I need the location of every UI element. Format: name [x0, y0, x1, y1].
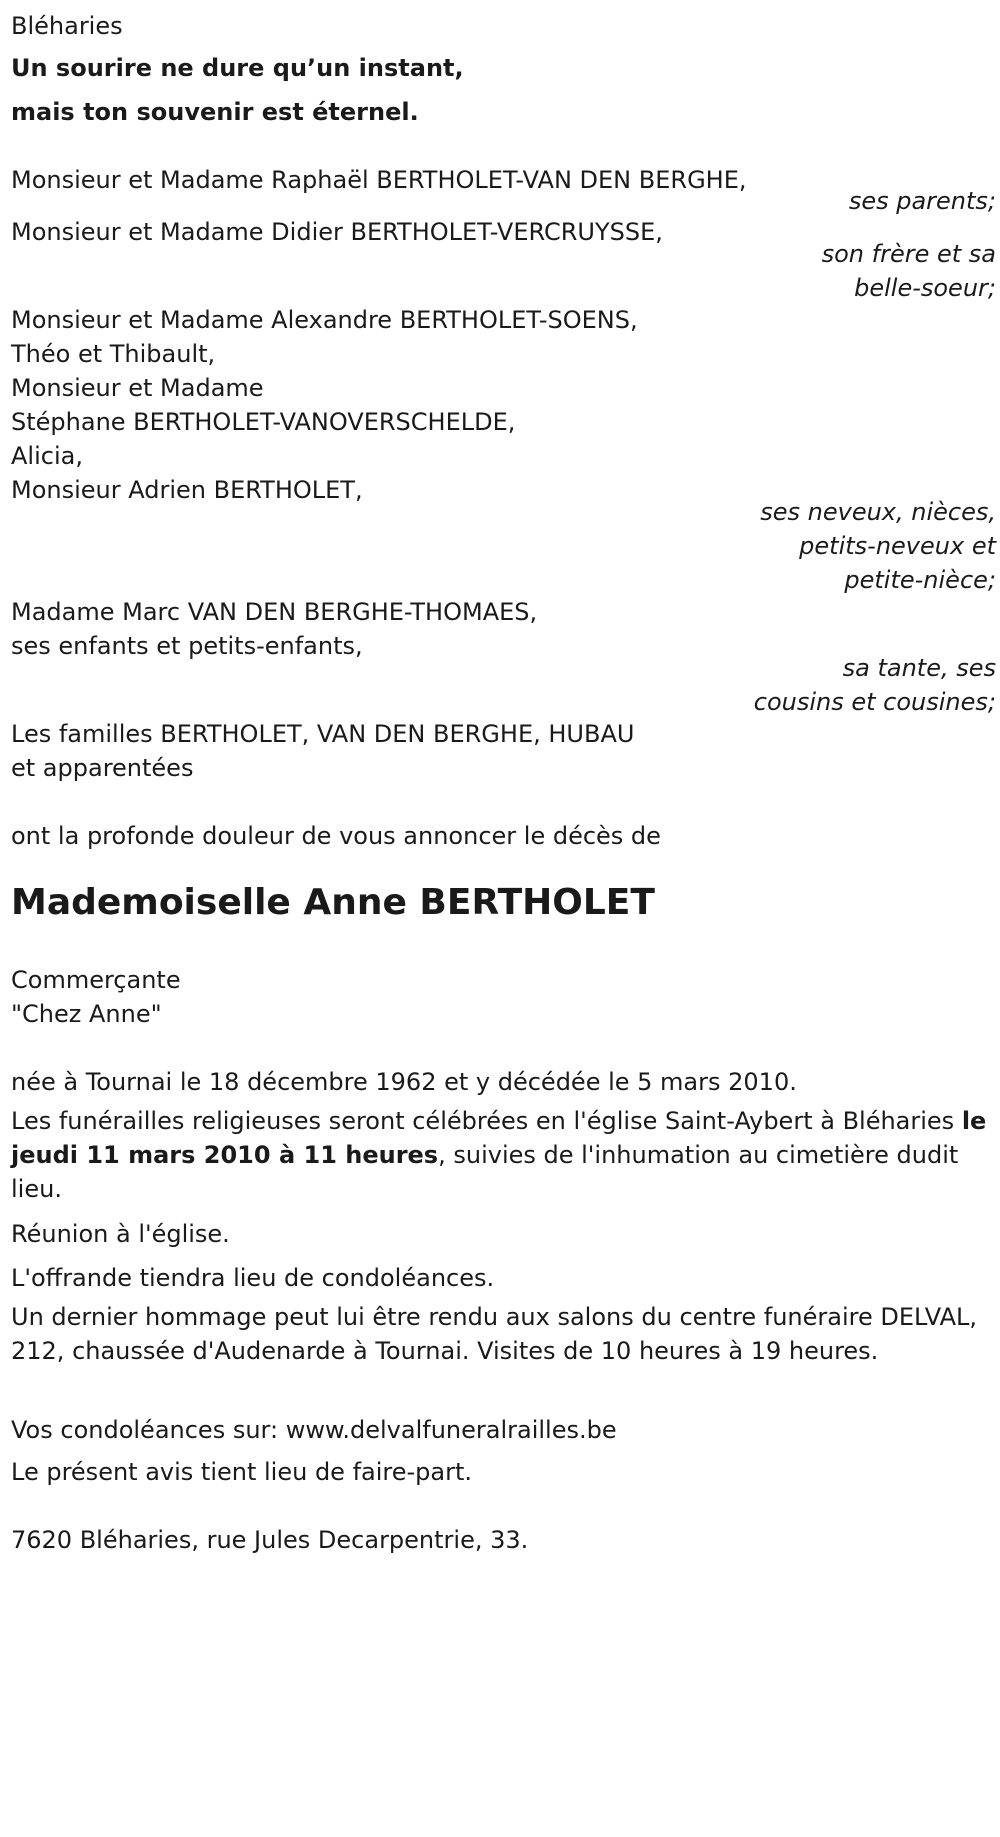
- funeral-text-2: , suivies de l'inhumation au cimetière dudit lieu.: [11, 1141, 959, 1203]
- aunt-line: Madame Marc VAN DEN BERGHE-THOMAES,: [11, 598, 538, 626]
- nephews-line: Théo et Thibault,: [11, 340, 216, 368]
- announcement: ont la profonde douleur de vous annoncer le décès de: [11, 822, 661, 850]
- address: 7620 Bléharies, rue Jules Decarpentrie, 33.: [11, 1526, 529, 1554]
- tribute: Un dernier hommage peut lui être rendu aux salons du centre funéraire DELVAL, 212, chaussée d'Audenarde à Tournai. Visites de 10 heures à 19 heures.: [11, 1303, 978, 1365]
- town: Bléharies: [11, 12, 123, 40]
- parents-line: Monsieur et Madame Raphaël BERTHOLET-VAN DEN BERGHE,: [11, 166, 747, 194]
- condolences: Vos condoléances sur: www.delvalfuneral​railles.be: [11, 1416, 617, 1444]
- meeting: Réunion à l'église.: [11, 1220, 230, 1248]
- funeral-paragraph: [11, 1104, 996, 1206]
- offering: L'offrande tiendra lieu de condoléances.: [11, 1264, 495, 1292]
- nephews-line: Monsieur et Madame Alexandre BERTHOLET-SOENS,: [11, 306, 638, 334]
- aunt-role: sa tante, ses: [842, 654, 996, 682]
- nephews-line: Monsieur Adrien BERTHOLET,: [11, 476, 363, 504]
- nephews-line: Alicia,: [11, 442, 83, 470]
- nephews-role: ses neveux, nièces,: [760, 498, 996, 526]
- brother-line: Monsieur et Madame Didier BERTHOLET-VERCRUYSSE,: [11, 218, 663, 246]
- nephews-role: petits-neveux et: [799, 532, 996, 560]
- aunt-role: cousins et cousines;: [753, 688, 996, 716]
- families-line: et apparentées: [11, 754, 194, 782]
- families-line: Les familles BERTHOLET, VAN DEN BERGHE, HUBAU: [11, 720, 635, 748]
- quote-line-2: mais ton souvenir est éternel.: [11, 98, 419, 126]
- brother-role-2: belle-soeur;: [854, 274, 996, 302]
- nephews-role: petite-nièce;: [844, 566, 996, 594]
- notice: Le présent avis tient lieu de faire-part.: [11, 1458, 473, 1486]
- quote-line-1: Un sourire ne dure qu’un instant,: [11, 54, 464, 82]
- deceased-name: Mademoiselle Anne BERTHOLET: [11, 882, 655, 923]
- aunt-line: ses enfants et petits-enfants,: [11, 632, 363, 660]
- occupation: Commerçante: [11, 966, 181, 994]
- birth-death: née à Tournai le 18 décembre 1962 et y décédée le 5 mars 2010.: [11, 1068, 797, 1096]
- nephews-line: Monsieur et Madame: [11, 374, 264, 402]
- shop-name: "Chez Anne": [11, 1000, 162, 1028]
- brother-role-1: son frère et sa: [821, 240, 996, 268]
- parents-role: ses parents;: [848, 187, 996, 215]
- funeral-date: le jeudi 11 mars 2010 à 11 heures: [11, 1107, 987, 1169]
- nephews-line: Stéphane BERTHOLET-VANOVERSCHELDE,: [11, 408, 516, 436]
- funeral-text-1: Les funérailles religieuses seront célébrées en l'église Saint-Aybert à Bléharies: [11, 1107, 962, 1135]
